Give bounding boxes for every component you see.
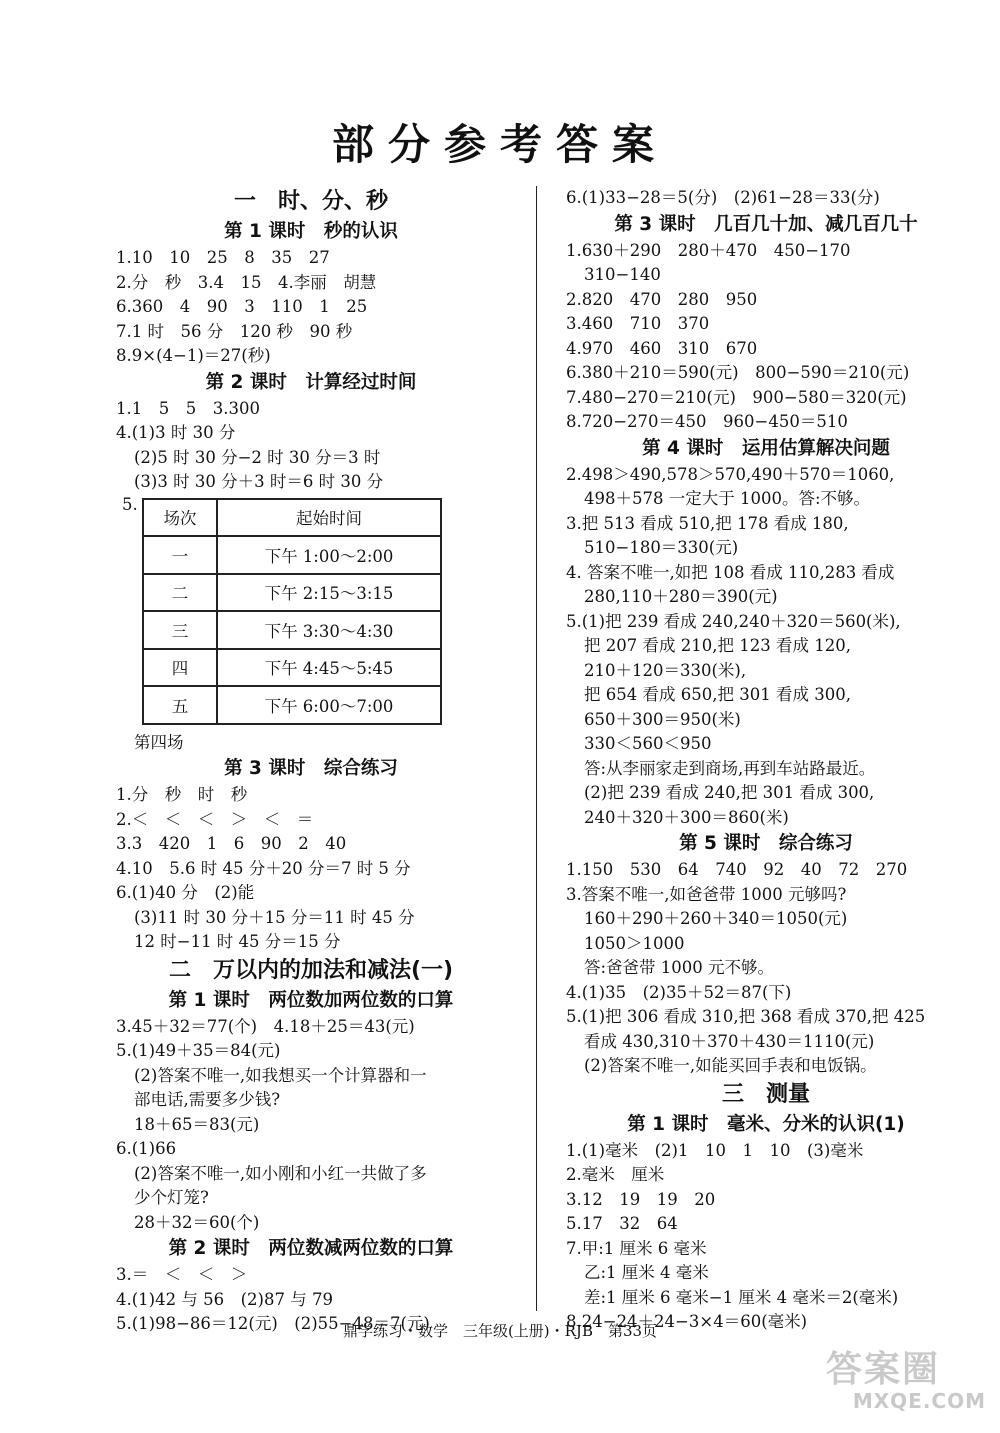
answer-line: 6.(1)33−28＝5(分) (2)61−28＝33(分) [566, 188, 880, 207]
watermark-text: 答案圈 [826, 1349, 941, 1390]
table-row [143, 686, 441, 724]
answer-line: 210＋120＝330(米), [584, 660, 747, 680]
table-header-row [143, 499, 441, 537]
answer-line: (3)11 时 30 分＋15 分＝11 时 45 分 [134, 907, 415, 927]
answer-line: 3.45＋32＝77(个) 4.18＋25＝43(元) [116, 1016, 415, 1036]
question-number: 5. [122, 494, 138, 514]
table-cell: 一 [143, 536, 217, 574]
column-divider [536, 186, 537, 1311]
answer-line: 少个灯笼? [134, 1188, 209, 1207]
answer-line: 乙:1 厘米 4 毫米 [584, 1263, 709, 1282]
answer-line: 8.24−24＋24−3×4＝60(毫米) [566, 1312, 808, 1331]
answer-line: 2.820 470 280 950 [566, 289, 758, 309]
lesson-4-answers [566, 463, 966, 831]
lesson-5-answers [566, 858, 966, 1079]
answer-line: 280,110＋280＝390(元) [584, 587, 778, 606]
answer-line: 第四场 [134, 732, 184, 752]
chapter-heading: 二 万以内的加法和减法(一) [168, 957, 454, 983]
answer-line: 330＜560＜950 [584, 734, 712, 753]
answer-line: (2)5 时 30 分−2 时 30 分＝3 时 [134, 447, 381, 467]
answer-line: 12 时−11 时 45 分＝15 分 [134, 932, 341, 951]
answer-line: 3.把 513 看成 510,把 178 看成 180, [566, 513, 849, 533]
lesson-heading: 第 3 课时 几百几十加、减几百几十 [614, 213, 918, 235]
lesson-heading: 第 2 课时 计算经过时间 [205, 371, 417, 393]
answer-line: 6.360 4 90 3 110 1 25 [116, 297, 368, 316]
answer-line: 看成 430,310＋370＋430＝1110(元) [584, 1031, 875, 1051]
answer-line: 4.(1)35 (2)35＋52＝87(下) [566, 982, 792, 1002]
chapter3-lesson1-answers [566, 1139, 966, 1335]
table-cell: 五 [143, 686, 217, 724]
answer-line: 7.1 时 56 分 120 秒 90 秒 [116, 321, 353, 341]
table-row [143, 574, 441, 612]
answer-line: 1.150 530 64 740 92 40 72 270 [566, 860, 908, 879]
answer-line: 498＋578 一定大于 1000。答:不够。 [584, 489, 871, 508]
chapter-heading: 一 时、分、秒 [233, 189, 388, 214]
answer-line: 1050＞1000 [584, 933, 685, 953]
answer-line: 4.970 460 310 670 [566, 338, 758, 358]
answer-line: 3.3 420 1 6 90 2 40 [116, 834, 347, 853]
watermark-logo [826, 1350, 986, 1420]
lesson-heading: 第 1 课时 秒的认识 [224, 221, 398, 242]
answer-line: 1.分 秒 时 秒 [116, 785, 248, 804]
table-cell: 下午 4:45～5:45 [217, 649, 441, 687]
answer-line: 部电话,需要多少钱? [134, 1090, 281, 1109]
answer-line: 4.(1)3 时 30 分 [116, 423, 236, 442]
answer-line: 把 654 看成 650,把 301 看成 300, [584, 685, 851, 704]
answer-line: 2.毫米 厘米 [566, 1165, 665, 1184]
table-row [143, 611, 441, 649]
answer-line: 6.(1)40 分 (2)能 [116, 883, 255, 902]
answer-line: (2)答案不唯一,如小刚和小红一共做了多 [134, 1163, 427, 1183]
table-cell: 下午 1:00～2:00 [217, 536, 441, 574]
answer-line: 答:从李丽家走到商场,再到车站路最近。 [584, 758, 876, 778]
lesson-heading: 第 2 课时 两位数减两位数的口算 [168, 1238, 454, 1259]
answer-line: 6.(1)66 [116, 1139, 177, 1158]
answer-line: 18＋65＝83(元) [134, 1114, 260, 1134]
answer-line: 3.＝ ＜ ＜ ＞ [116, 1265, 248, 1284]
answer-line: (3)3 时 30 分＋3 时＝6 时 30 分 [134, 472, 384, 491]
answer-line: 6.380＋210＝590(元) 800−590＝210(元) [566, 363, 910, 382]
answer-line: 2.＜ ＜ ＜ ＞ ＜ ＝ [116, 809, 314, 829]
table-cell: 下午 2:15～3:15 [217, 574, 441, 612]
answer-line: 7.甲:1 厘米 6 毫米 [566, 1238, 707, 1258]
answer-line: 差:1 厘米 6 毫米−1 厘米 4 毫米＝2(毫米) [584, 1287, 899, 1307]
answer-line: (2)答案不唯一,如能买回手表和电饭锅。 [584, 1056, 877, 1075]
lesson-heading: 第 4 课时 运用估算解决问题 [642, 437, 890, 459]
lesson-heading: 第 5 课时 综合练习 [679, 833, 853, 854]
answer-line: 2.分 秒 3.4 15 4.李丽 胡慧 [116, 272, 377, 292]
right-column [566, 186, 966, 1335]
answer-line: (2)把 239 看成 240,把 301 看成 300, [584, 783, 875, 802]
answer-line: 7.480−270＝210(元) 900−580＝320(元) [566, 387, 907, 407]
answer-line: 4. 答案不唯一,如把 108 看成 110,283 看成 [566, 562, 895, 582]
answer-line: 4.10 5.6 时 45 分＋20 分＝7 时 5 分 [116, 858, 411, 878]
answer-line: 310−140 [584, 265, 661, 284]
answer-line: 240＋320＋300＝860(米) [584, 807, 789, 827]
answer-line: 5.(1)把 306 看成 310,把 368 看成 370,把 425 [566, 1007, 926, 1026]
table-cell: 下午 6:00～7:00 [217, 686, 441, 724]
answer-line: 28＋32＝60(个) [134, 1212, 260, 1232]
table-cell: 三 [143, 611, 217, 649]
answer-line: 4.(1)42 与 56 (2)87 与 79 [116, 1289, 333, 1309]
answer-line: 2.498＞490,578＞570,490＋570＝1060, [566, 464, 895, 484]
chapter-heading: 三 测量 [721, 1081, 810, 1107]
answer-line: 3.12 19 19 20 [566, 1189, 716, 1209]
lesson-heading: 第 3 课时 综合练习 [224, 758, 398, 779]
answer-line: 把 207 看成 210,把 123 看成 120, [584, 636, 851, 655]
answer-line: 答:爸爸带 1000 元不够。 [584, 958, 775, 977]
table-cell: 二 [143, 574, 217, 612]
page-footer: 鼎学练习・数学 三年级(上册)・RJB 第33页 [342, 1322, 658, 1340]
table-cell: 下午 3:30～4:30 [217, 611, 441, 649]
answer-line: 1.10 10 25 8 35 27 [116, 248, 330, 267]
answer-line: 8.720−270＝450 960−450＝510 [566, 412, 848, 431]
page-title: 部分参考答案 [331, 120, 668, 169]
watermark-url: MXQE.COM [852, 1389, 986, 1413]
answer-line: 3.460 710 370 [566, 314, 710, 333]
table-row [143, 536, 441, 574]
answer-line: 510−180＝330(元) [584, 538, 739, 557]
answer-line: 1.1 5 5 3.300 [116, 398, 260, 418]
lesson-heading: 第 1 课时 两位数加两位数的口算 [168, 989, 454, 1011]
schedule-table [142, 498, 442, 725]
lesson-heading: 第 1 课时 毫米、分米的认识(1) [627, 1113, 905, 1135]
table-row [143, 649, 441, 687]
answer-line: 1.(1)毫米 (2)1 10 1 10 (3)毫米 [566, 1140, 864, 1160]
table-header-cell: 起始时间 [217, 499, 441, 537]
answer-line: 8.9×(4−1)＝27(秒) [116, 346, 271, 365]
left-column [116, 186, 506, 1337]
answer-line: 160＋290＋260＋340＝1050(元) [584, 909, 848, 928]
answer-line: 5.(1)98−86＝12(元) (2)55−48＝7(元) [116, 1314, 430, 1333]
answer-line: 5.(1)49＋35＝84(元) [116, 1041, 281, 1060]
schedule-table-block [116, 495, 506, 731]
answer-line: (2)答案不唯一,如我想买一个计算器和一 [134, 1065, 427, 1085]
answer-line: 650＋300＝950(米) [584, 709, 741, 729]
answer-line: 3.答案不唯一,如爸爸带 1000 元够吗? [566, 884, 847, 904]
table-header-cell: 场次 [143, 499, 217, 537]
answer-line: 5.17 32 64 [566, 1214, 678, 1233]
answer-line: 1.630＋290 280＋470 450−170 [566, 240, 851, 260]
answer-line: 5.(1)把 239 看成 240,240＋320＝560(米), [566, 611, 901, 631]
table-cell: 四 [143, 649, 217, 687]
